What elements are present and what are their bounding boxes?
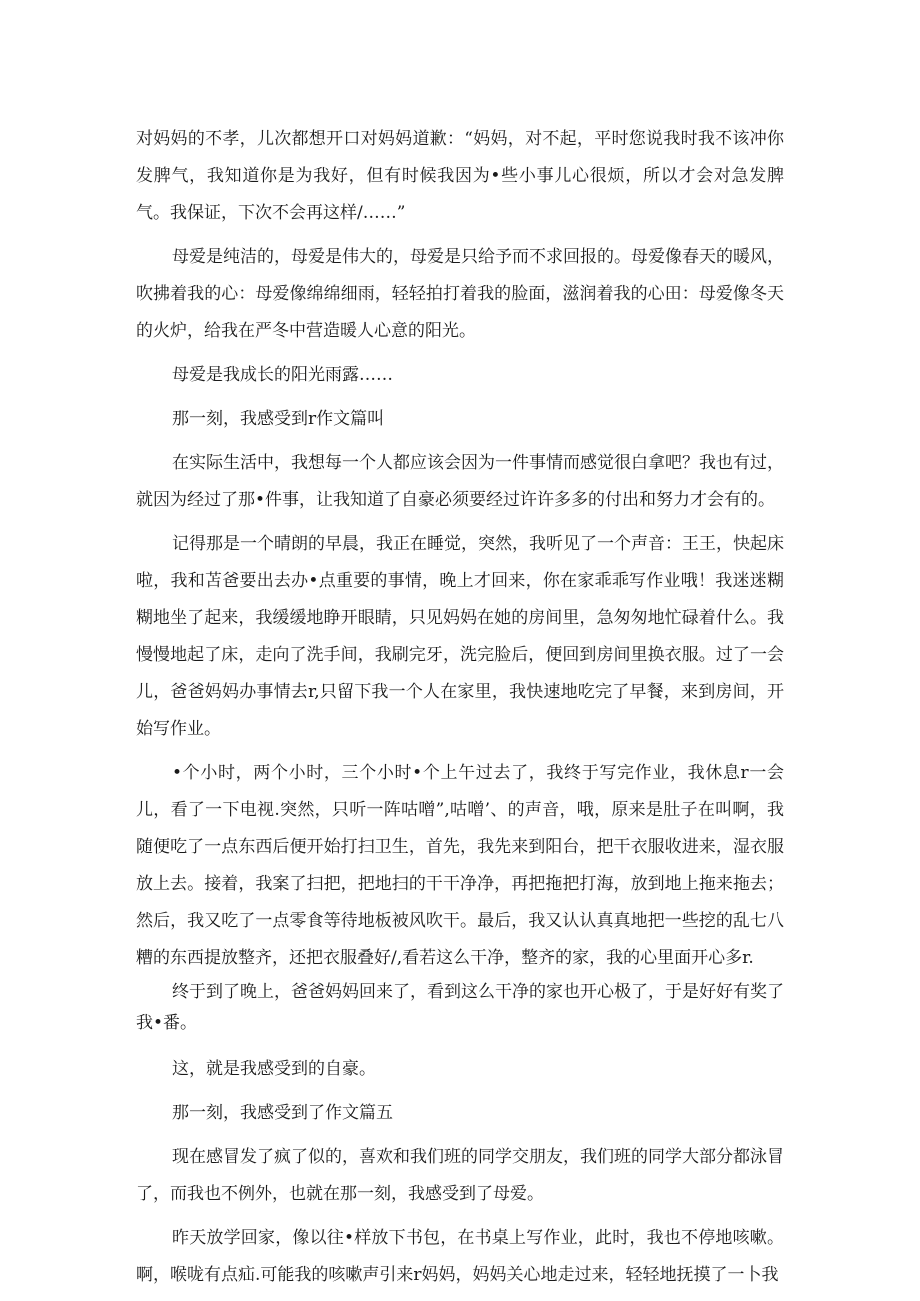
paragraph-cold: 现在感冒发了疯了似的，喜欢和我们班的同学交朋友，我们班的同学大部分都泳冒了，而我也不例外，也就在那一刻，我感受到了母爱。 bbox=[136, 1147, 784, 1204]
paragraph-evening: 终于到了晚上，爸爸妈妈回来了，看到这么干净的家也开心极了，于是好好有奖了我•番。 bbox=[136, 982, 784, 1033]
paragraph-morning: 记得那是一个晴朗的早晨，我正在睡觉，突然，我听见了一个声音：王王，快起床啦，我和苫爸要出去办•点重要的事情，晚上才回来，你在家乖乖写作业哦！我迷迷糊糊地坐了起来，我缓缓地睁开眼睛，只见妈妈在她的房间里，急匆匆地忙碌着什么。我慢慢地起了床，走向了洗手间，我刷完牙，洗完脸后，便回到房间里换衣服。过了一会儿，爸爸妈妈办事情去r,只留下我一个人在家里，我快速地吃完了早餐，来到房间，开始写作业。 bbox=[136, 534, 784, 739]
paragraph-pride-conclusion: 这，就是我感受到的自豪。 bbox=[172, 1059, 376, 1079]
paragraph-cleaning: •个小时，两个小时，三个小时•个上午过去了，我终于写完作业，我休息r一会儿，看了一下电视.突然，只听一阵咕噌”,咕噌’、的声音，哦，原来是肚子在叫啊，我随便吃了一点东西后便开始打扫卫生，首先，我先来到阳台，把干衣服收进来，湿衣服放上去。接着，我案了扫把，把地扫的干干净净，再把拖把打海，放到地上拖来拖去；然后，我又吃了一点零食等待地板被风吹干。最后，我又认认真真地把一些挖的乱七八糟的东西提放整齐，还把衣服叠好/,看若这么干净，整齐的家，我的心里面开心多r. bbox=[136, 763, 784, 968]
document-body bbox=[136, 121, 784, 1301]
section-heading-five: 那一刻，我感受到了作文篇五 bbox=[172, 1103, 393, 1123]
paragraph-cough: 昨天放学回家，像以往•样放下书包，在书桌上写作业，此时，我也不停地咳嗽。啊，喉咙有点疝.可能我的咳嗽声引来r妈妈，妈妈关心地走过来，轻轻地抚摸了一卜我 bbox=[136, 1228, 784, 1285]
paragraph-sunshine-rain: 母爱是我成长的阳光雨露…… bbox=[172, 365, 393, 385]
paragraph-apology: 对妈妈的不孝，儿次都想开口对妈妈道歉：“妈妈，对不起，平时您说我时我不该冲你发脾气，我知道你是为我好，但有时候我因为•些小事儿心很烦，所以才会对急发脾气。我保证，下次不会再这样/……” bbox=[136, 129, 784, 223]
paragraph-mother-love: 母爱是纯洁的，母爱是伟大的，母爱是只给予而不求回报的。母爱像春天的暖风，吹拂着我的心：母爱像绵绵细雨，轻轻拍打着我的脸面，滋润着我的心田：母爱像冬天的火炉，给我在严冬中营造暖人心意的阳光。 bbox=[136, 247, 784, 341]
paragraph-pride-intro: 在实际生活中，我想每一个人都应该会因为一件事情而感觉很白拿吧？我也有过，就因为经过了那•件事，让我知道了自豪必须要经过许许多多的付出和努力才会有的。 bbox=[136, 453, 784, 510]
section-heading-four: 那一刻，我感受到r作文篇叫 bbox=[172, 409, 385, 429]
